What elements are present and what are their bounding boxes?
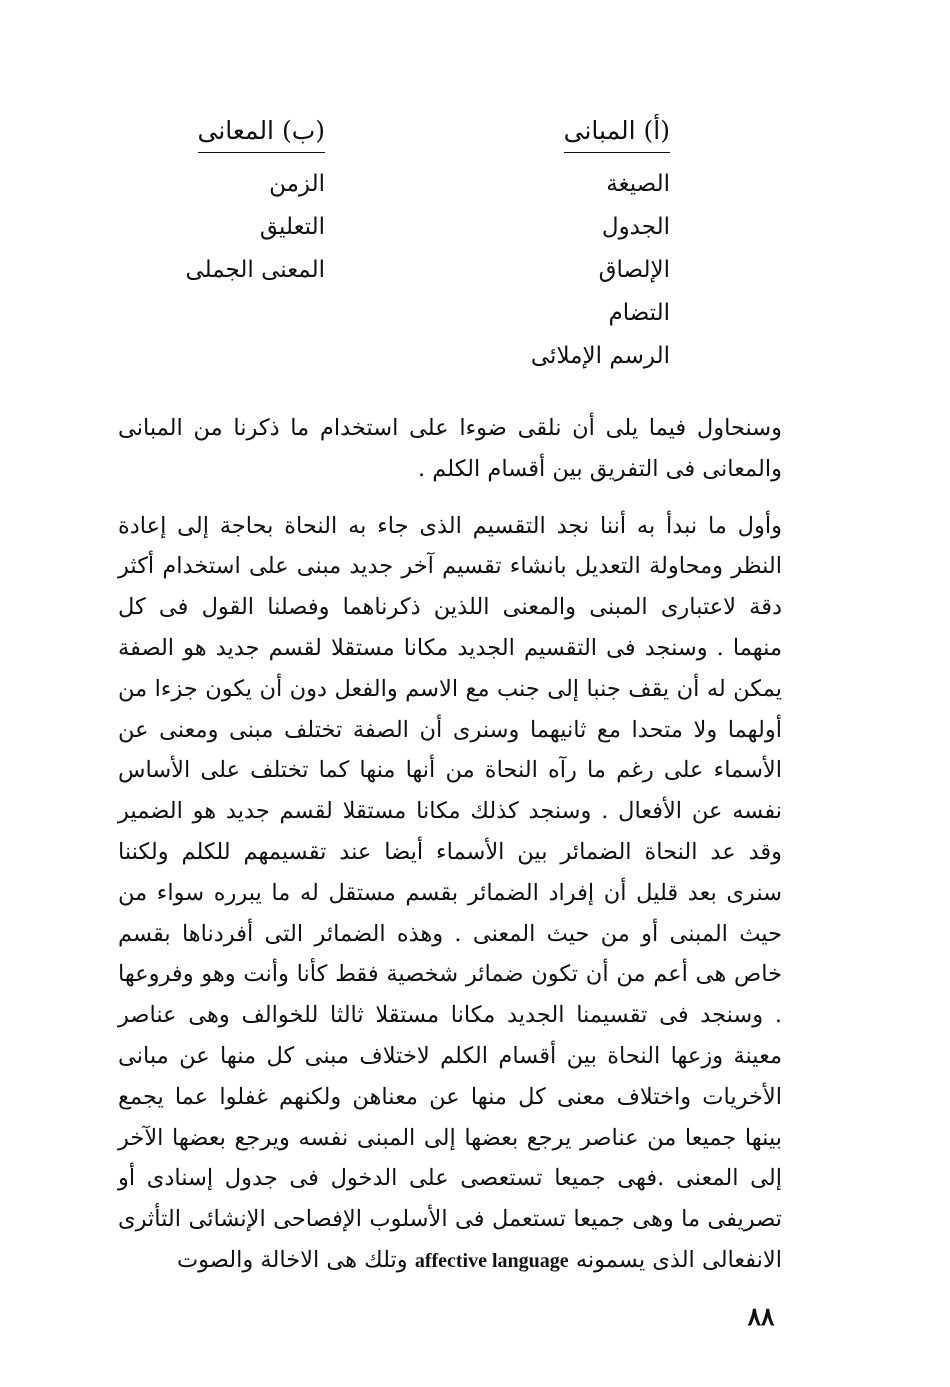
classification-columns bbox=[180, 112, 680, 392]
paragraph-intro: وسنحاول فيما يلى أن نلقى ضوءا على استخدام ما ذكرنا من المبانى والمعانى فى التفريق بين أقسام الكلم . bbox=[118, 415, 782, 482]
list-item: التعليق bbox=[259, 214, 325, 240]
column-structures bbox=[470, 112, 670, 378]
body-text bbox=[118, 408, 782, 1282]
list-item: الإلصاق bbox=[598, 257, 670, 283]
column-meanings bbox=[125, 112, 325, 292]
column-heading-meanings: (ب) المعانى bbox=[198, 112, 325, 153]
list-item: التضام bbox=[608, 300, 670, 326]
paragraph-main-text: وأول ما نبدأ به أننا نجد التقسيم الذى جاء به النحاة بحاجة إلى إعادة النظر ومحاولة التعديل بانشاء تقسيم آخر جديد مبنى على استخدام أكثر دقة لاعتبارى المبنى والمعنى اللذين ذكرناهما وفصلنا القول فى كل منهما . وسنجد فى التقسيم الجديد مكانا مستقلا لقسم جديد هو الصفة يمكن له أن يقف جنبا إلى جنب مع الاسم والفعل دون أن يكون جزءا من أولهما ولا متحدا مع ثانيهما وسنرى أن الصفة تختلف مبنى ومعنى عن الأسماء على رغم ما رآه النحاة من أنها منها كما تختلف على الأساس نفسه عن الأفعال . وسنجد كذلك مكانا مستقلا لقسم جديد هو الضمير وقد عد النحاة الضمائر بين الأسماء أيضا عند تقسيمهم للكلم ولكننا سنرى بعد قليل أن إفراد الضمائر بقسم مستقل له ما يبرره سواء من حيث المبنى أو من حيث المعنى . وهذه الضمائر التى أفردناها بقسم خاص هى أعم من أن تكون ضمائر شخصية فقط كأنا وأنت وهو وفروعها . وسنجد فى تقسيمنا الجديد مكانا مستقلا ثالثا للخوالف وهى عناصر معينة وزعها النحاة بين أقسام الكلم لاختلاف مبنى كل منها عن مبانى الأخريات واختلاف معنى كل منها عن معناهن ولكنهم غفلوا عما يجمع بينها جميعا من عناصر يرجع بعضها إلى المبنى نفسه ويرجع بعضها الآخر إلى المعنى .فهى جميعا تستعصى على الدخول فى جدول إسنادى أو تصريفى ما وهى جميعا تستعمل فى الأسلوب الإفصاحى الإنشائى التأثرى الانفعالى الذى يسمونه bbox=[118, 512, 782, 1273]
foreign-term: affective language bbox=[414, 1249, 569, 1272]
paragraph-main bbox=[118, 506, 782, 1282]
page-number: ٨٨ bbox=[747, 1302, 775, 1331]
list-item: الرسم الإملائى bbox=[530, 343, 670, 369]
list-item: الصيغة bbox=[606, 171, 670, 197]
paragraph-main-tail: وتلك هى الاخالة والصوت bbox=[176, 1246, 408, 1273]
list-item: الزمن bbox=[269, 171, 325, 197]
list-item: الجدول bbox=[601, 214, 670, 240]
column-heading-structures: (أ) المبانى bbox=[564, 112, 670, 153]
list-item: المعنى الجملى bbox=[185, 257, 325, 283]
